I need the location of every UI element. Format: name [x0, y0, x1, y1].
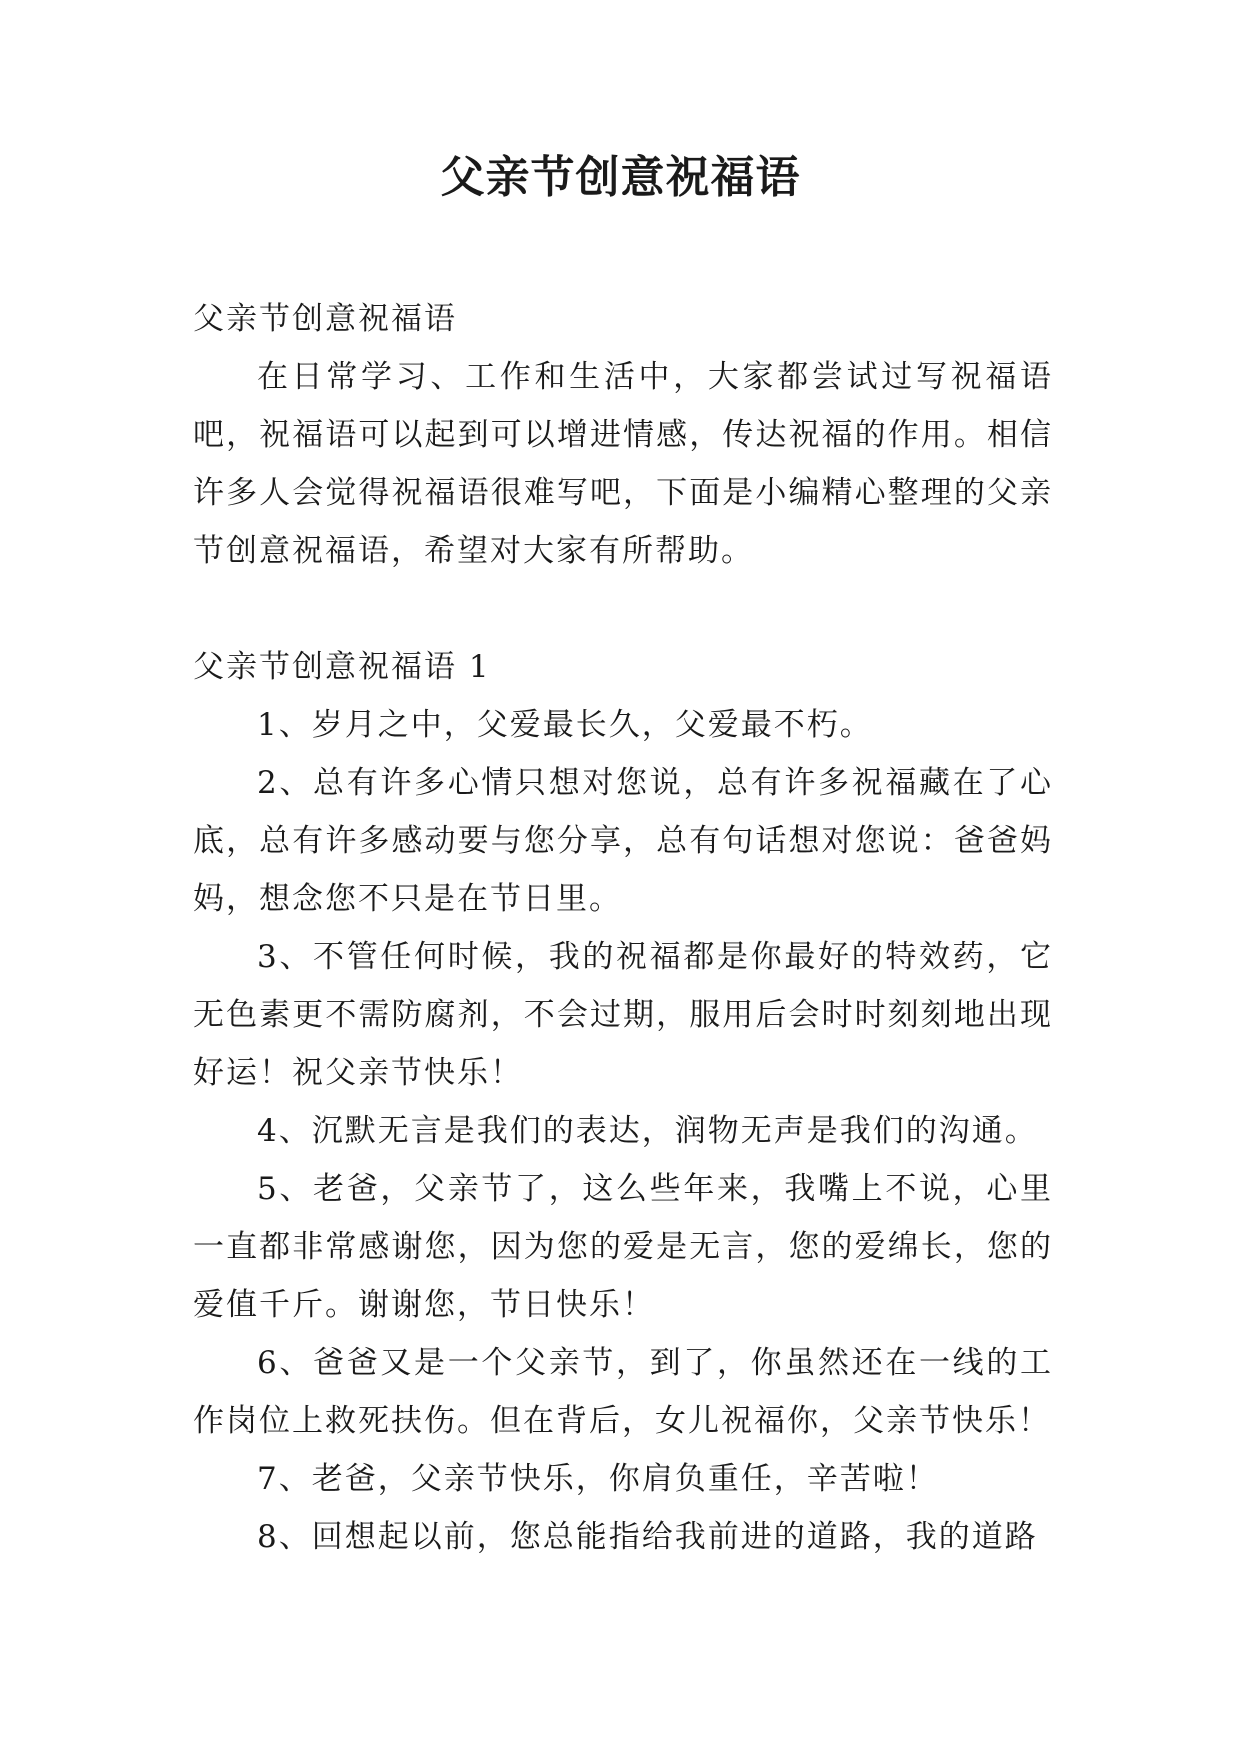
intro-paragraph: 在日常学习、工作和生活中，大家都尝试过写祝福语吧，祝福语可以起到可以增进情感，传达祝福的作用。相信许多人会觉得祝福语很难写吧，下面是小编精心整理的父亲节创意祝福语，希望对大家有所帮助。: [193, 359, 1053, 569]
section-heading: 父亲节创意祝福语 1: [193, 649, 491, 685]
document-title: 父亲节创意祝福语: [440, 152, 801, 203]
blessing-item: 7、老爸，父亲节快乐，你肩负重任，辛苦啦！: [257, 1461, 939, 1497]
document-subtitle: 父亲节创意祝福语: [193, 301, 457, 337]
blessing-item: 1、岁月之中，父爱最长久，父爱最不朽。: [257, 707, 873, 743]
blessing-item: 5、老爸，父亲节了，这么些年来，我嘴上不说，心里一直都非常感谢您，因为您的爱是无言，您的爱绵长，您的爱值千斤。谢谢您，节日快乐！: [193, 1171, 1053, 1323]
blessing-item: 3、不管任何时候，我的祝福都是你最好的特效药，它无色素更不需防腐剂，不会过期，服用后会时时刻刻地出现好运！祝父亲节快乐！: [193, 939, 1053, 1091]
blessing-item: 2、总有许多心情只想对您说，总有许多祝福藏在了心底，总有许多感动要与您分享，总有句话想对您说：爸爸妈妈，想念您不只是在节日里。: [193, 765, 1053, 917]
paragraph-spacer: [193, 580, 1053, 638]
blessing-item: 6、爸爸又是一个父亲节，到了，你虽然还在一线的工作岗位上救死扶伤。但在背后，女儿祝福你，父亲节快乐！: [193, 1345, 1053, 1439]
blessing-item: 4、沉默无言是我们的表达，润物无声是我们的沟通。: [257, 1113, 1038, 1149]
document-body: [193, 290, 1053, 1566]
blessing-item: 8、回想起以前，您总能指给我前进的道路，我的道路: [257, 1519, 1038, 1555]
